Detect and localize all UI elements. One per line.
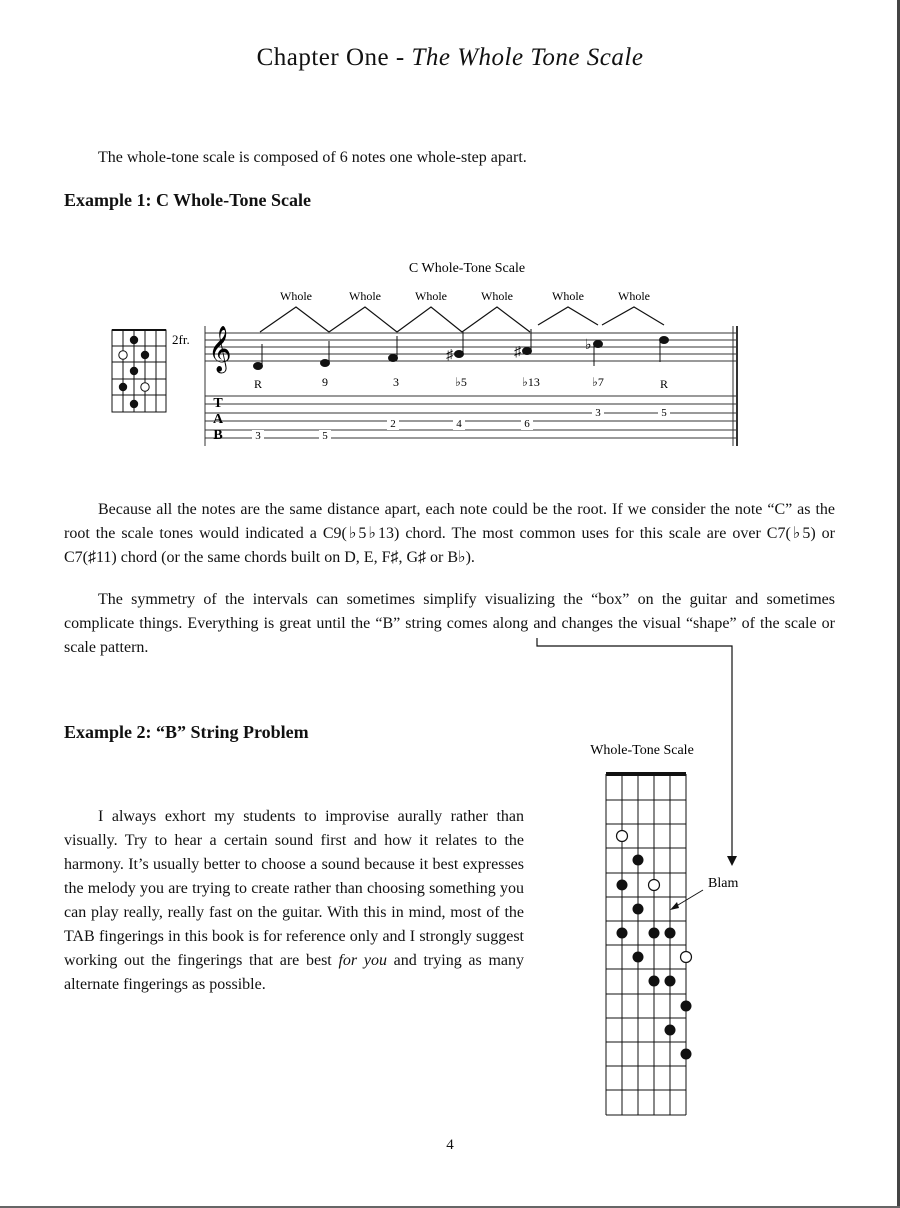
interval-label: 3	[393, 375, 399, 389]
tab-number: 2	[390, 418, 396, 430]
paragraph-exhort-end: and trying as many alternate fingerings as possible.	[64, 952, 524, 993]
music-staff	[205, 326, 737, 446]
blam-callout: Blam	[708, 876, 739, 891]
flat-icon: ♭	[585, 338, 592, 353]
chapter-subtitle: The Whole Tone Scale	[411, 44, 644, 71]
fretboard-grid	[606, 774, 686, 1115]
interval-label: 9	[322, 375, 328, 389]
tab-number: 5	[322, 430, 328, 442]
paragraph-symmetry-text: The symmetry of the intervals can sometimes simplify visualizing the “box” on the guitar and sometimes complicate things. Everything is great until the “B” string comes along and changes the visual “shape” of the scale or scale pattern.	[64, 591, 835, 656]
interval-label: R	[659, 377, 669, 391]
tab-number: 3	[595, 407, 601, 419]
interval-label: ♭7	[592, 375, 604, 389]
sharp-icon: ♯	[514, 345, 521, 360]
step-label-5: Whole	[552, 289, 584, 303]
arrow-down-icon	[727, 856, 737, 866]
example2-heading: Example 2: “B” String Problem	[64, 722, 309, 742]
step-label-4: Whole	[481, 289, 513, 303]
step-label-1: Whole	[280, 289, 312, 303]
staff-notes	[254, 329, 669, 370]
example2-diagram	[520, 630, 780, 1130]
tab-letter-a: A	[212, 412, 224, 427]
c-scale-title: C Whole-Tone Scale	[408, 261, 526, 276]
treble-clef-icon: 𝄞	[208, 326, 232, 371]
step-label-3: Whole	[415, 289, 447, 303]
page-number: 4	[446, 1137, 454, 1153]
interval-label: ♭13	[522, 375, 540, 389]
tab-staff	[205, 396, 737, 438]
paragraph-root	[64, 498, 835, 570]
paragraph-root-text: Because all the notes are the same distance apart, each note could be the root. If we consider the note “C” as the root the scale tones would indicated a C9(♭5♭13) chord. The most common uses for this scale are over C7(♭5) or C7(♯11) chord (or the same chords built on D, E, F♯, G♯ or B♭).	[64, 501, 835, 566]
chapter-label: Chapter One -	[256, 44, 412, 71]
step-label-2: Whole	[349, 289, 381, 303]
paragraph-exhort	[64, 805, 524, 997]
interval-label: ♭5	[455, 375, 467, 389]
fret-label: 2fr.	[172, 332, 190, 347]
chord-box	[112, 330, 166, 412]
sharp-icon: ♯	[446, 348, 453, 363]
intro-paragraph	[64, 146, 835, 170]
example1-diagram	[0, 250, 900, 450]
tab-letter-t: T	[213, 396, 223, 411]
intro-text: The whole-tone scale is composed of 6 notes one whole-step apart.	[98, 149, 527, 166]
tab-number: 6	[524, 418, 530, 430]
paragraph-exhort-italic: for you	[338, 952, 387, 969]
interval-label: R	[253, 377, 263, 391]
paragraph-exhort-text: I always exhort my students to improvise aurally rather than visually. Try to hear a certain sound first and how it relates to the harmony. It’s usually better to choose a sound because it best expresses the melody you are trying to create rather than choosing something you can play really, really fast on the guitar. With this in mind, most of the TAB fingerings in this book is for reference only and I strongly suggest working out the fingerings that are best	[64, 808, 524, 969]
tab-number: 3	[255, 430, 261, 442]
page-title	[0, 44, 900, 72]
whole-tone-title: Whole-Tone Scale	[590, 743, 694, 758]
whole-step-brackets	[260, 307, 664, 332]
step-label-6: Whole	[618, 289, 650, 303]
arrow-icon	[670, 902, 679, 910]
tab-number: 4	[456, 418, 462, 430]
tab-number: 5	[661, 407, 667, 419]
example1-heading: Example 1: C Whole-Tone Scale	[64, 190, 312, 210]
tab-letter-b: B	[213, 428, 223, 443]
